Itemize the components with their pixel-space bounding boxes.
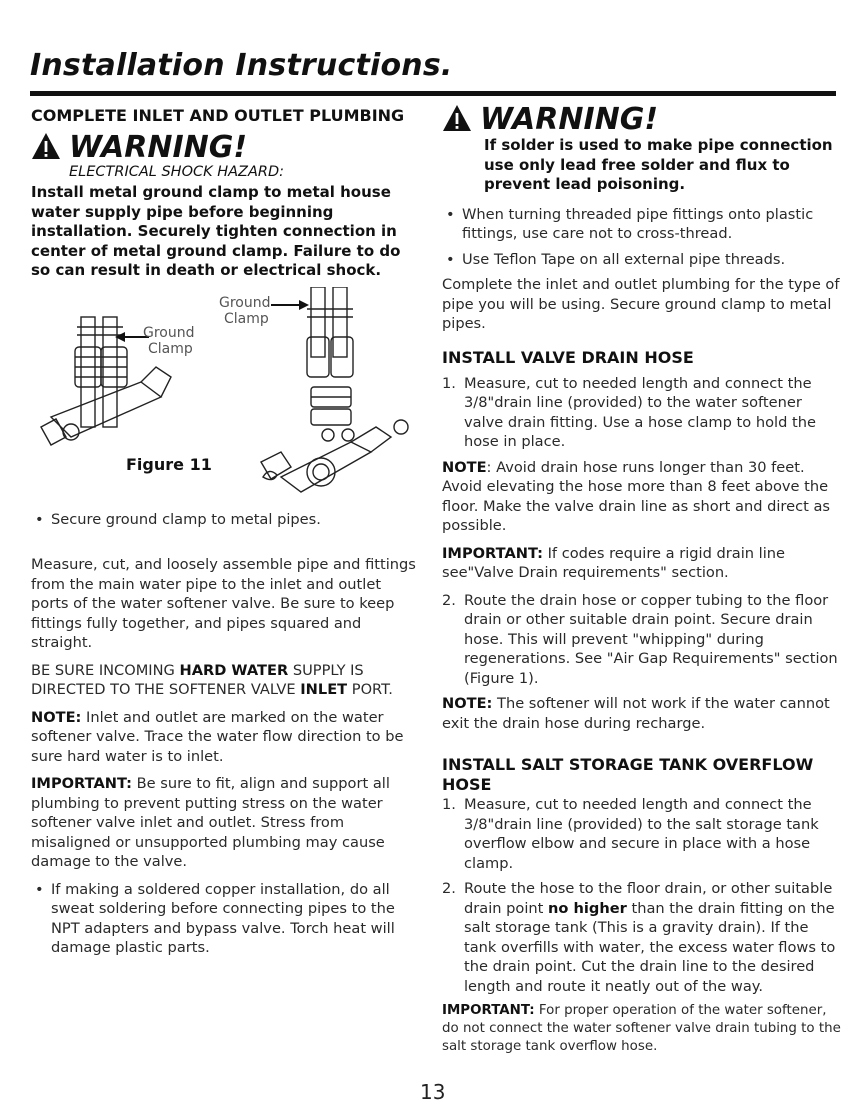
figure-caption: Figure 11 (126, 454, 212, 474)
secure-clamp-bullet: • Secure ground clamp to metal pipes. (31, 510, 421, 530)
shock-warning (31, 132, 421, 164)
page-title: Installation Instructions. (30, 48, 453, 83)
teflon-bullet: • Use Teflon Tape on all external pipe threads. (442, 250, 842, 270)
right-column (442, 104, 842, 1064)
drain-note: NOTE: Avoid drain hose runs longer than 30 feet. Avoid elevating the hose more than 8 feet above the floor. Make the valve drain line as short and direct as possible. (442, 458, 831, 534)
salt-step-2: 2. Route the hose to the floor drain, or other suitable drain point no higher than the drain fitting on the salt storage tank (This is a gravity drain). If the tank overfills with water, the excess water flows to the drain point. Cut the drain line to the desired length and route it neatly out of the way. (442, 880, 836, 995)
drain-step-2: 2. Route the drain hose or copper tubing to the floor drain or other suitable drain point. Secure drain hose. This will prevent "whipping" during regenerations. See "Air Gap Requirements" section (Figure 1). (442, 591, 838, 687)
salt-heading: INSTALL SALT STORAGE TANK OVERFLOW HOSE (442, 755, 814, 794)
overflow-important: IMPORTANT: For proper operation of the water softener, do not connect the water softener valve drain tubing to the salt storage tank overflow hose. (442, 1003, 841, 1054)
plumbing-heading: COMPLETE INLET AND OUTLET PLUMBING (31, 106, 405, 125)
warning-triangle-icon (442, 104, 472, 132)
right-clamp-label-2: Clamp (224, 310, 269, 327)
warning-title: WARNING! (480, 102, 659, 137)
title-rule (30, 91, 836, 96)
complete-paragraph: Complete the inlet and outlet plumbing for the type of pipe you will be using. Secure ground clamp to metal pipes. (442, 276, 840, 332)
page-number: 13 (420, 1080, 446, 1104)
drain-important: IMPORTANT: If codes require a rigid drain line see"Valve Drain requirements" section. (442, 544, 785, 581)
left-column (31, 104, 421, 964)
solder-warning-body: If solder is used to make pipe connection use only lead free solder and flux to prevent lead poisoning. (484, 136, 833, 193)
solder-warning (442, 104, 842, 136)
be-sure-paragraph: BE SURE INCOMING HARD WATER SUPPLY IS DIRECTED TO THE SOFTENER VALVE INLET PORT. (31, 661, 393, 698)
stress-important: IMPORTANT: Be sure to fit, align and support all plumbing to prevent putting stress on the water softener valve inlet and outlet. Stress from misaligned or unsupported plumbing may cause damage to the valve. (31, 775, 390, 870)
warning-triangle-icon (31, 132, 61, 160)
cross-thread-bullet: • When turning threaded pipe fittings onto plastic fittings, use care not to cross-thread. (442, 205, 842, 244)
left-clamp-label-2: Clamp (148, 340, 193, 357)
drain-step-1: 1. Measure, cut to needed length and connect the 3/8"drain line (provided) to the water softener valve drain fitting. Use a hose clamp to hold the hose in place. (442, 374, 816, 450)
recharge-note: NOTE: The softener will not work if the water cannot exit the drain hose during recharge. (442, 695, 830, 732)
warning-subtitle: ELECTRICAL SHOCK HAZARD: (69, 164, 285, 180)
solder-bullet: • If making a soldered copper installation, do all sweat soldering before connecting pipes to the NPT adapters and bypass valve. Torch heat will damage plastic parts. (31, 880, 421, 958)
left-clamp-label-1: Ground (143, 324, 195, 341)
warning-title: WARNING! (69, 130, 248, 165)
measure-paragraph: Measure, cut, and loosely assemble pipe and fittings from the main water pipe to the inlet and outlet ports of the water softener valve. Be sure to keep fittings fully together, and pipes squared and straight. (31, 556, 416, 651)
inlet-note: NOTE: Inlet and outlet are marked on the water softener valve. Trace the water flow direction to be sure hard water is to inlet. (31, 708, 404, 765)
warning-body: Install metal ground clamp to metal house water supply pipe before beginning installation. Securely tighten connection in center of metal ground clamp. Failure to do so can result in death or electrical shock. (31, 183, 401, 279)
drain-heading: INSTALL VALVE DRAIN HOSE (442, 347, 694, 367)
right-clamp-label-1: Ground (219, 294, 271, 311)
salt-step-1: 1. Measure, cut to needed length and connect the 3/8"drain line (provided) to the salt storage tank overflow elbow and secure in place with a hose clamp. (442, 796, 819, 872)
figure-11 (31, 287, 421, 502)
